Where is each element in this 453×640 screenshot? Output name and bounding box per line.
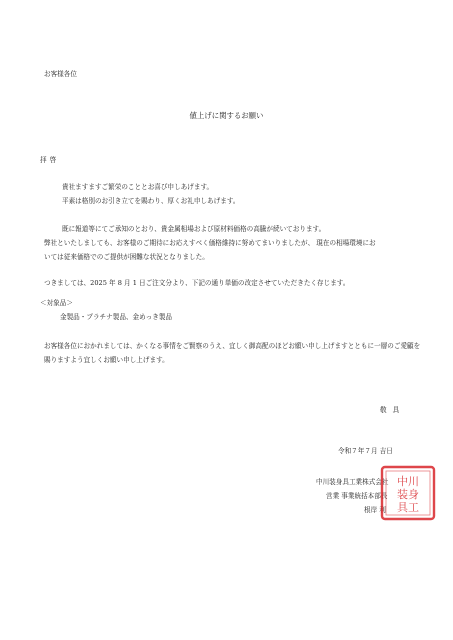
paragraph2-line3: いては従来価格でのご提供が困難な状況となりました。 bbox=[44, 253, 209, 261]
products-list: 金製品・プラチナ製品、金めっき製品 bbox=[60, 313, 173, 321]
closing-phrase: 敬具 bbox=[380, 406, 406, 414]
paragraph2-line1: 既に報道等にてご承知のとおり、貴金属相場および原材料価格の高騰が続いております。 bbox=[62, 225, 326, 233]
price-revision-notice: つきましては、2025 年 8 月 1 日ご注文分より、下記の通り単価の改定させていただきたく存じます。 bbox=[44, 279, 350, 287]
letter-date: 令和７年７月 吉日 bbox=[338, 447, 393, 455]
seal-line-2: 装身 bbox=[397, 488, 419, 501]
opening-greeting: 拝啓 bbox=[40, 156, 60, 164]
paragraph1-line2: 平素は格別のお引き立てを賜わり、厚くお礼申しあげます。 bbox=[62, 197, 240, 205]
paragraph1-line1: 貴社ますますご繁栄のこととお喜び申しあげます。 bbox=[62, 183, 214, 191]
letter-title: 値上げに関するお願い bbox=[189, 111, 264, 120]
paragraph4: お客様各位におかれましては、かくなる事情をご賢察のうえ、宜しく御高配のほどお願い申し上げますとともに一層のご愛顧を賜りますよう宜しくお願い申し上げます。 bbox=[44, 342, 421, 364]
company-name: 中川装身具工業株式会社 bbox=[316, 478, 389, 486]
company-seal-stamp bbox=[380, 465, 436, 521]
paragraph2-line2: 弊社といたしましても、お客様のご期待にお応えすべく価格維持に努めてまいりましたが、 現在の相場環境にお bbox=[44, 239, 376, 247]
signer-position: 営業 事業統括本部長 bbox=[326, 492, 388, 500]
seal-line-1: 中川 bbox=[397, 475, 419, 488]
seal-line-3: 具工 bbox=[397, 501, 419, 514]
addressee: お客様各位 bbox=[44, 70, 77, 78]
products-heading: ＜対象品＞ bbox=[40, 299, 73, 307]
signer-name: 根岸 利 bbox=[364, 506, 386, 514]
